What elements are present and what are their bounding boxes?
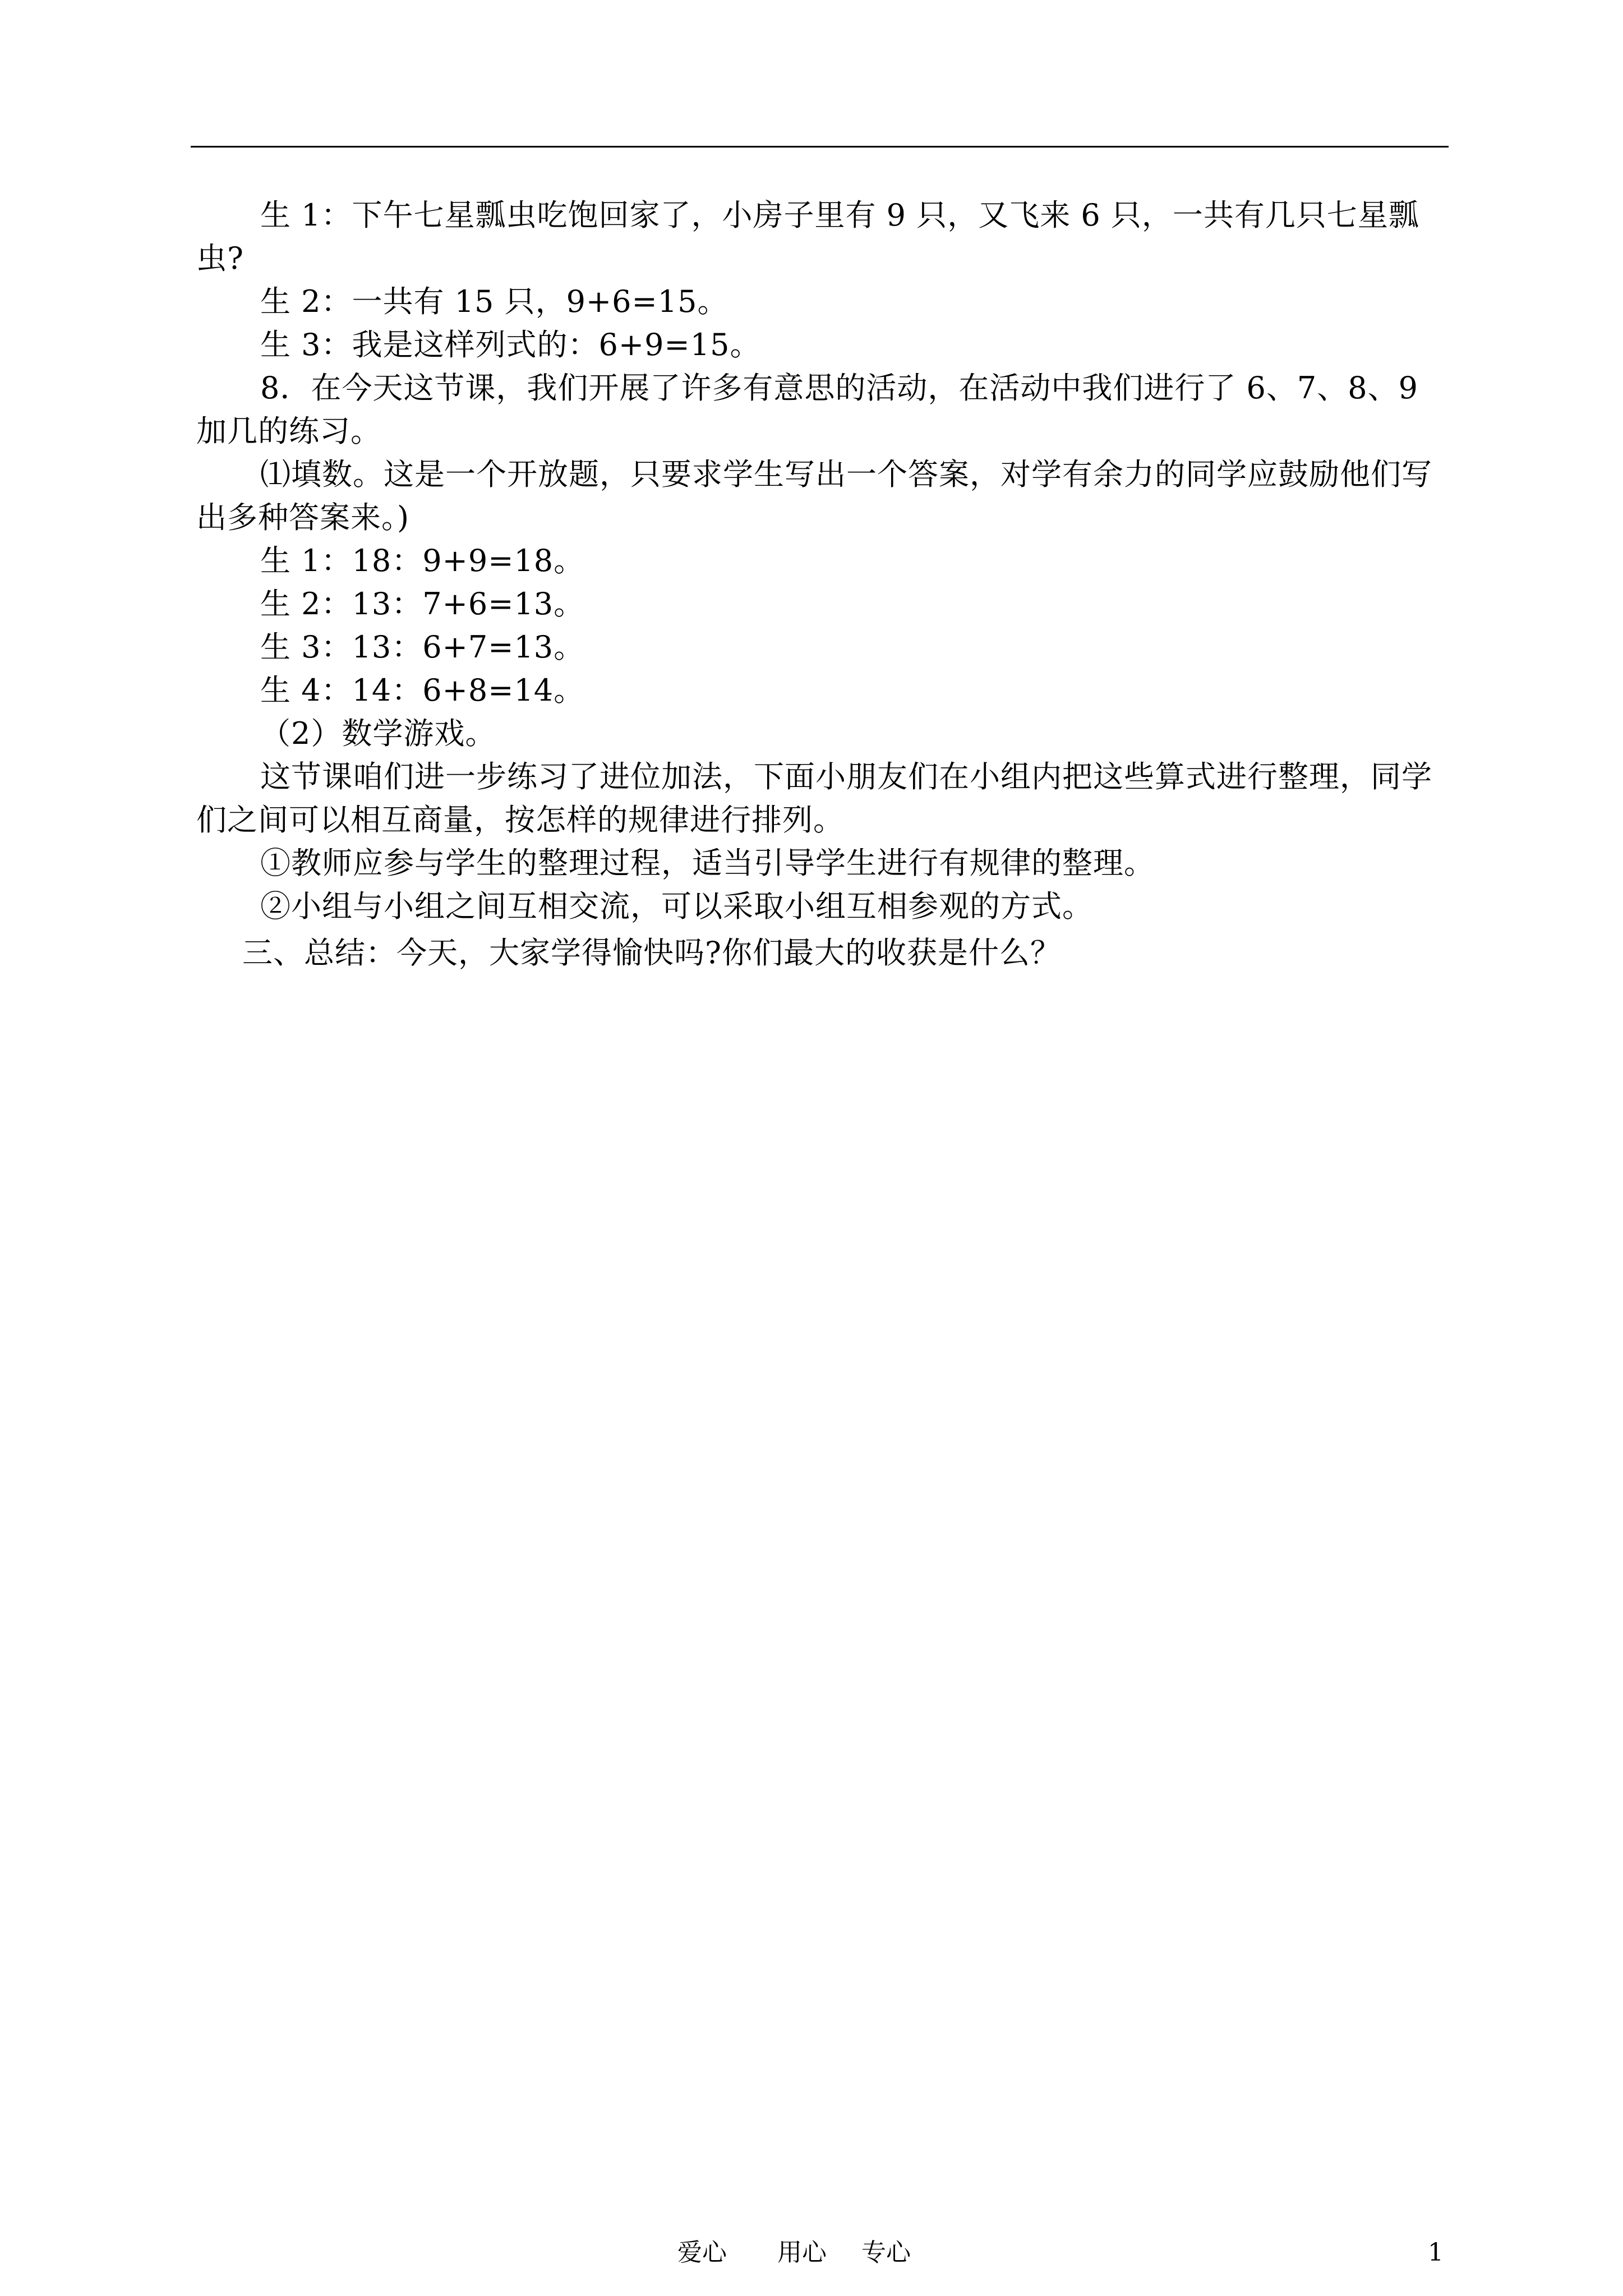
footer-motto-item: 专心 bbox=[861, 2238, 911, 2267]
page-footer bbox=[0, 2236, 1623, 2270]
paragraph: 生 1：下午七星瓢虫吃饱回家了，小房子里有 9 只，又飞来 6 只，一共有几只七星瓢虫? bbox=[196, 197, 1419, 276]
page-number: 1 bbox=[1428, 2238, 1444, 2267]
paragraph: 8．在今天这节课，我们开展了许多有意思的活动，在活动中我们进行了 6、7、8、9 加几的练习。 bbox=[196, 370, 1418, 449]
paragraph: 生 1：18：9+9=18。 bbox=[260, 543, 585, 578]
header-rule bbox=[191, 146, 1449, 148]
paragraph: 生 3：我是这样列式的：6+9=15。 bbox=[260, 327, 761, 362]
footer-motto-item: 爱心 bbox=[677, 2238, 727, 2267]
paragraph: ①教师应参与学生的整理过程，适当引导学生进行有规律的整理。 bbox=[260, 845, 1155, 881]
paragraph: ⑴填数。这是一个开放题，只要求学生写出一个答案，对学有余力的同学应鼓励他们写出多种答案来。) bbox=[196, 457, 1432, 535]
summary-paragraph: 三、总结：今天，大家学得愉快吗?你们最大的收获是什么？ bbox=[242, 935, 1061, 970]
footer-motto-item: 用心 bbox=[777, 2238, 827, 2267]
paragraph: ②小组与小组之间互相交流，可以采取小组互相参观的方式。 bbox=[260, 889, 1093, 924]
paragraph: 生 3：13：6+7=13。 bbox=[260, 629, 585, 665]
footer-motto bbox=[677, 2236, 929, 2270]
paragraph: 这节课咱们进一步练习了进位加法，下面小朋友们在小组内把这些算式进行整理，同学们之间可以相互商量，按怎样的规律进行排列。 bbox=[196, 759, 1432, 838]
paragraph: 生 4：14：6+8=14。 bbox=[260, 673, 585, 708]
paragraph: 生 2：13：7+6=13。 bbox=[260, 586, 585, 622]
document-body bbox=[196, 194, 1449, 974]
paragraph: 生 2：一共有 15 只，9+6=15。 bbox=[260, 284, 728, 319]
paragraph: （2）数学游戏。 bbox=[260, 716, 496, 751]
